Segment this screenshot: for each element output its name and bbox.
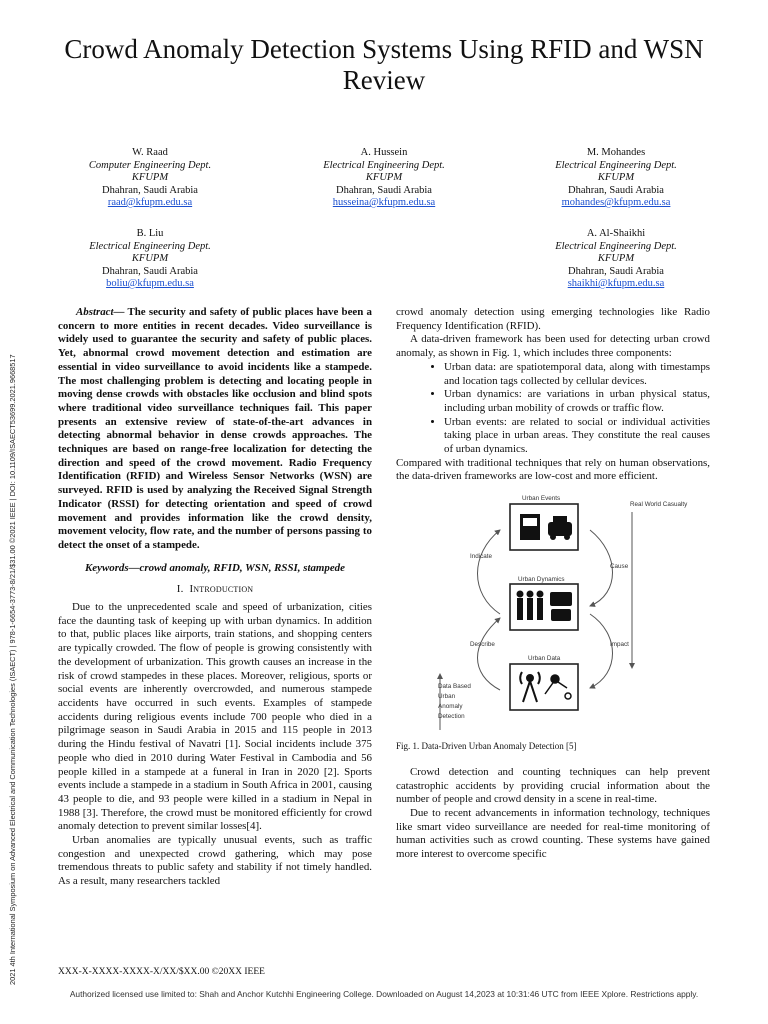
- abstract: [58, 306, 372, 553]
- section-heading-introduction: [58, 583, 372, 597]
- author-inst: KFUPM: [597, 253, 635, 264]
- author-dept: Electrical Engineering Dept.: [555, 159, 677, 171]
- side-citation-text: 2021 4th International Symposium on Advanced Electrical and Communication Technologies (ISAECT) | 978-1-6654-3773-8/21/$31.00 ©2021 IEEE | DOI: 10.1109/ISAECT53699.2021.9668517: [8, 354, 17, 985]
- author-block-hussein: [284, 147, 484, 210]
- label-real-world-casualty: Real World Casualty: [630, 501, 688, 509]
- author-block-liu: [50, 228, 250, 291]
- label-urban-dynamics: Urban Dynamics: [518, 576, 565, 584]
- author-inst: KFUPM: [365, 172, 403, 183]
- left-column: [58, 306, 372, 889]
- label-impact: Impact: [610, 641, 629, 649]
- author-email-link[interactable]: shaikhi@kfupm.edu.sa: [567, 278, 665, 289]
- people-icon: [517, 591, 544, 621]
- copyright-line: XXX-X-XXXX-XXXX-X/XX/$XX.00 ©20XX IEEE: [58, 967, 265, 977]
- author-email-link[interactable]: boliu@kfupm.edu.sa: [106, 278, 194, 289]
- keywords: Keywords—crowd anomaly, RFID, WSN, RSSI, stampede: [85, 561, 345, 574]
- author-name: B. Liu: [136, 228, 164, 239]
- author-city: Dhahran, Saudi Arabia: [336, 184, 432, 196]
- author-dept: Electrical Engineering Dept.: [555, 240, 677, 252]
- bus-icon: [520, 514, 540, 540]
- section-title: Introduction: [189, 583, 254, 596]
- label-data-based-2: Urban: [438, 693, 456, 701]
- label-urban-events: Urban Events: [522, 495, 561, 503]
- figure-caption: Fig. 1. Data-Driven Urban Anomaly Detection [5]: [396, 741, 577, 752]
- list-item: • Urban events: are related to social or individual activities taking place in urban areas. They constitute the real causes of urban dynamics.: [444, 416, 710, 457]
- paragraph: Due to the unprecedented scale and speed of urbanization, cities face the daunting task of keeping up with urban dynamics. In addition to that, public places like airports, train stations, and shopping centers are typically crowded. The flow of people is growing consistently with the development of urbanization. This growth causes an increase in the risk of crowd stampedes in these places. Moreover, religious, sports or social events are inherently overcrowded, and numerous stampede accidents have occurred in such events. Examples of stampede accidents during religious events include 700 people who died in a pilgrimage season in Saudi Arabia in 2015 and 115 people in 2013 during the Hindu festival of Navatri [1]. Social incidents include 375 people who died in 2010 during Water Festival in Cambodia and 56 people killed in a stampede at a funeral in Iran in 2020 [2]. Sports events include a stampede in a stadium in South Africa in 2001, causing 43 people to die, and 93 people were killed in a stadium in Nepal in 1988 [3]. Therefore, the crowd must be monitored efficiently for crowd anomaly detection to prevent similar losses[4].: [58, 601, 372, 833]
- paragraph: A data-driven framework has been used for detecting urban crowd anomaly, as shown in Fig. 1, which includes three components:: [396, 333, 710, 360]
- author-block-alshaikhi: [516, 228, 716, 291]
- author-city: Dhahran, Saudi Arabia: [102, 265, 198, 277]
- indicate-arrow: [478, 530, 501, 614]
- author-city: Dhahran, Saudi Arabia: [102, 184, 198, 196]
- figure-1: [410, 494, 730, 734]
- label-urban-data: Urban Data: [528, 655, 561, 663]
- author-block-raad: [50, 147, 250, 210]
- author-inst: KFUPM: [131, 172, 169, 183]
- label-indicate: Indicate: [470, 553, 493, 561]
- paragraph: crowd anomaly detection using emerging technologies like Radio Frequency Identification (RFID).: [396, 306, 710, 332]
- describe-arrow: [478, 618, 501, 690]
- author-inst: KFUPM: [597, 172, 635, 183]
- components-list: [396, 361, 710, 457]
- author-name: A. Al-Shaikhi: [586, 228, 646, 239]
- license-footer: Authorized licensed use limited to: Shah and Anchor Kutchhi Engineering College. Downloaded on August 14,2023 at 10:31:46 UTC from IEEE Xplore. Restrictions apply.: [69, 989, 699, 999]
- list-item: • Urban data: are spatiotemporal data, along with timestamps and location tags collected by cellular devices.: [444, 361, 710, 388]
- label-cause: Cause: [610, 563, 629, 571]
- label-data-based-3: Anomaly: [438, 703, 463, 711]
- author-block-mohandes: [516, 147, 716, 210]
- author-city: Dhahran, Saudi Arabia: [568, 184, 664, 196]
- author-dept: Computer Engineering Dept.: [88, 159, 212, 171]
- author-name: A. Hussein: [360, 147, 408, 158]
- label-data-based-1: Data Based: [438, 683, 471, 691]
- author-name: W. Raad: [132, 147, 168, 158]
- author-inst: KFUPM: [131, 253, 169, 264]
- figure-diagram: [410, 494, 730, 734]
- author-email-link[interactable]: husseina@kfupm.edu.sa: [332, 197, 436, 208]
- author-email-link[interactable]: raad@kfupm.edu.sa: [107, 197, 193, 208]
- paragraph: Urban anomalies are typically unusual events, such as traffic congestion and unexpected crowd gathering, which may pose tremendous threats to public safety and stability if not timely handled. As a result, many researchers tackled: [58, 834, 372, 888]
- section-number: I.: [176, 583, 184, 596]
- right-column: [396, 306, 710, 862]
- urban-data-box: [510, 664, 578, 710]
- label-describe: Describe: [470, 641, 495, 649]
- author-name: M. Mohandes: [586, 147, 646, 158]
- author-dept: Electrical Engineering Dept.: [89, 240, 211, 252]
- author-email-link[interactable]: mohandes@kfupm.edu.sa: [561, 197, 671, 208]
- paper-title: Crowd Anomaly Detection Systems Using RFID and WSN Review: [64, 34, 704, 95]
- paragraph: Crowd detection and counting techniques can help prevent catastrophic accidents by providing crucial information about the number of people and crowd density in a scene in real-time.: [396, 765, 710, 806]
- label-data-based-4: Detection: [438, 713, 465, 721]
- author-city: Dhahran, Saudi Arabia: [568, 265, 664, 277]
- author-dept: Electrical Engineering Dept.: [323, 159, 445, 171]
- abstract-lead: Abstract: [76, 306, 114, 318]
- paragraph: Compared with traditional techniques that rely on human observations, the data-driven frameworks are low-cost and more efficient.: [396, 456, 710, 483]
- abstract-text: — The security and safety of public places have been a concern to more entities in recent decades. Video surveillance is widely used to guarantee the security and safety of public places. Yet, abnormal crowd movement detection and estimation are essential in video surveillance to avoid incidents like a stampede. The most challenging problem is detecting and locating people in moving dense crowds with obstacles like occlusion and blind spots where traditional video surveillance techniques fail. This paper presents an extensive review of state-of-the-art advances in detecting abnormal behavior in dense crowds approaches. The techniques are based on range-free localization for detecting the direction and speed of the crowd movement. Radio Frequency Identification (RFID) and Wireless Sensor Networks (WSN) are surveyed. RFID is used by analyzing the Received Signal Strength Indicator (RSSI) for detecting orientation and speed of crowd movement and provides information like the crowd density, movement velocity, flow rate, and the number of persons passing to detect the onset of a stampede.: [58, 306, 372, 551]
- paragraph: Due to recent advancements in information technology, techniques like smart video surveillance are needed for real-time monitoring of human activities such as crowd counting. These systems have gained more interest to overcome specific: [396, 806, 710, 861]
- list-item: • Urban dynamics: are variations in urban physical status, including urban mobility of crowds or traffic flow.: [444, 388, 710, 415]
